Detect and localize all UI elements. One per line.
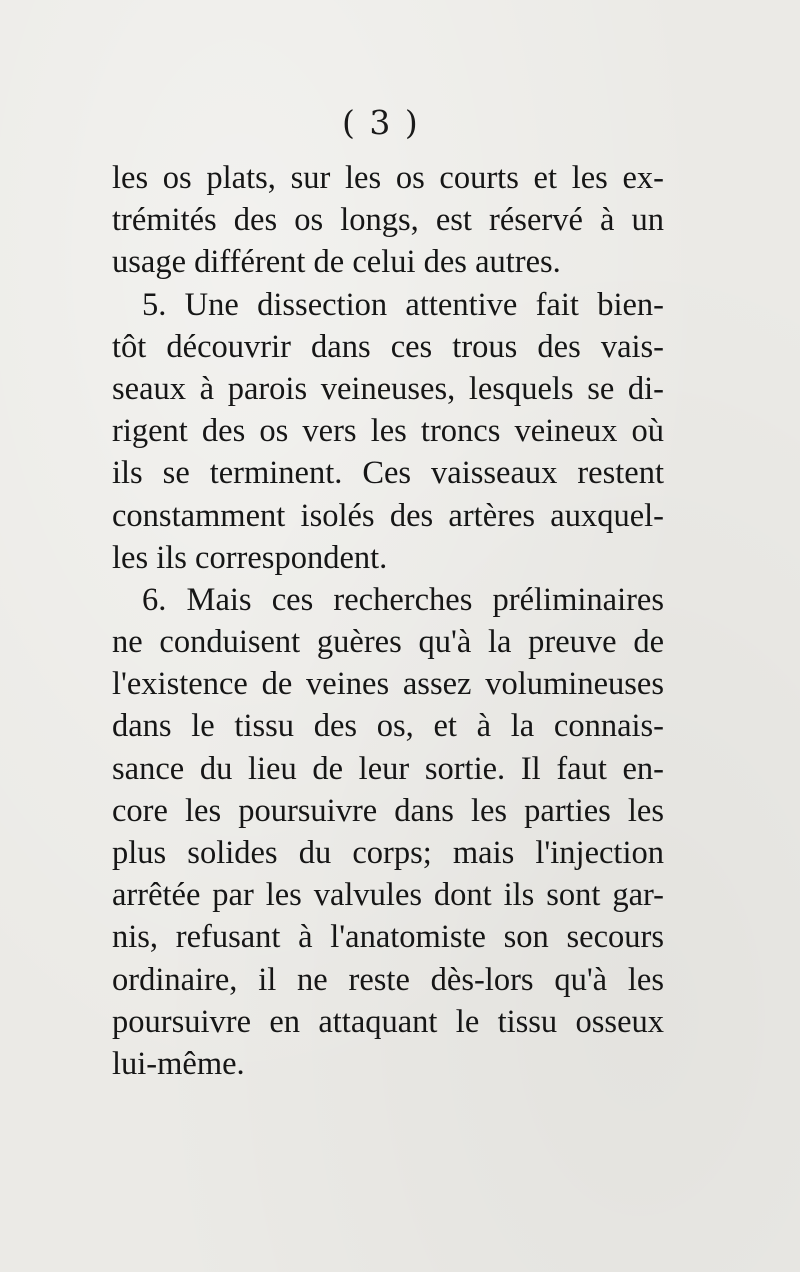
text-line: sance du lieu de leur sortie. Il faut en- <box>112 750 664 787</box>
text-line: rigent des os vers les troncs veineux où <box>112 413 664 450</box>
body-text <box>112 157 664 1085</box>
text-line: core les poursuivre dans les parties les <box>112 792 664 829</box>
text-line: tôt découvrir dans ces trous des vais- <box>112 328 664 365</box>
text-line: ils se terminent. Ces vaisseaux restent <box>112 455 664 492</box>
text-line: les ils correspondent. <box>112 539 388 576</box>
text-line: plus solides du corps; mais l'injection <box>112 835 664 871</box>
text-line: trémités des os longs, est réservé à un <box>112 202 664 239</box>
text-line: l'existence de veines assez volumineuses <box>112 666 664 703</box>
text-line: arrêtée par les valvules dont ils sont gar- <box>112 877 664 914</box>
text-line: lui-même. <box>112 1045 245 1082</box>
text-line: ordinaire, il ne reste dès-lors qu'à les <box>112 961 664 998</box>
text-line: usage différent de celui des autres. <box>112 244 561 281</box>
text-line: les os plats, sur les os courts et les ex- <box>112 160 664 196</box>
paragraph-5-start: 5. Une dissection attentive fait bien- <box>142 286 664 323</box>
text-line: dans le tissu des os, et à la connais- <box>112 708 664 745</box>
page-number: ( 3 ) <box>342 103 420 142</box>
paragraph-6-start: 6. Mais ces recherches préliminaires <box>142 581 664 618</box>
text-line: nis, refusant à l'anatomiste son secours <box>112 919 664 956</box>
text-line: poursuivre en attaquant le tissu osseux <box>112 1003 664 1040</box>
text-line: seaux à parois veineuses, lesquels se di- <box>112 370 664 407</box>
text-line: constamment isolés des artères auxquel- <box>112 497 664 534</box>
text-line: ne conduisent guères qu'à la preuve de <box>112 624 664 661</box>
